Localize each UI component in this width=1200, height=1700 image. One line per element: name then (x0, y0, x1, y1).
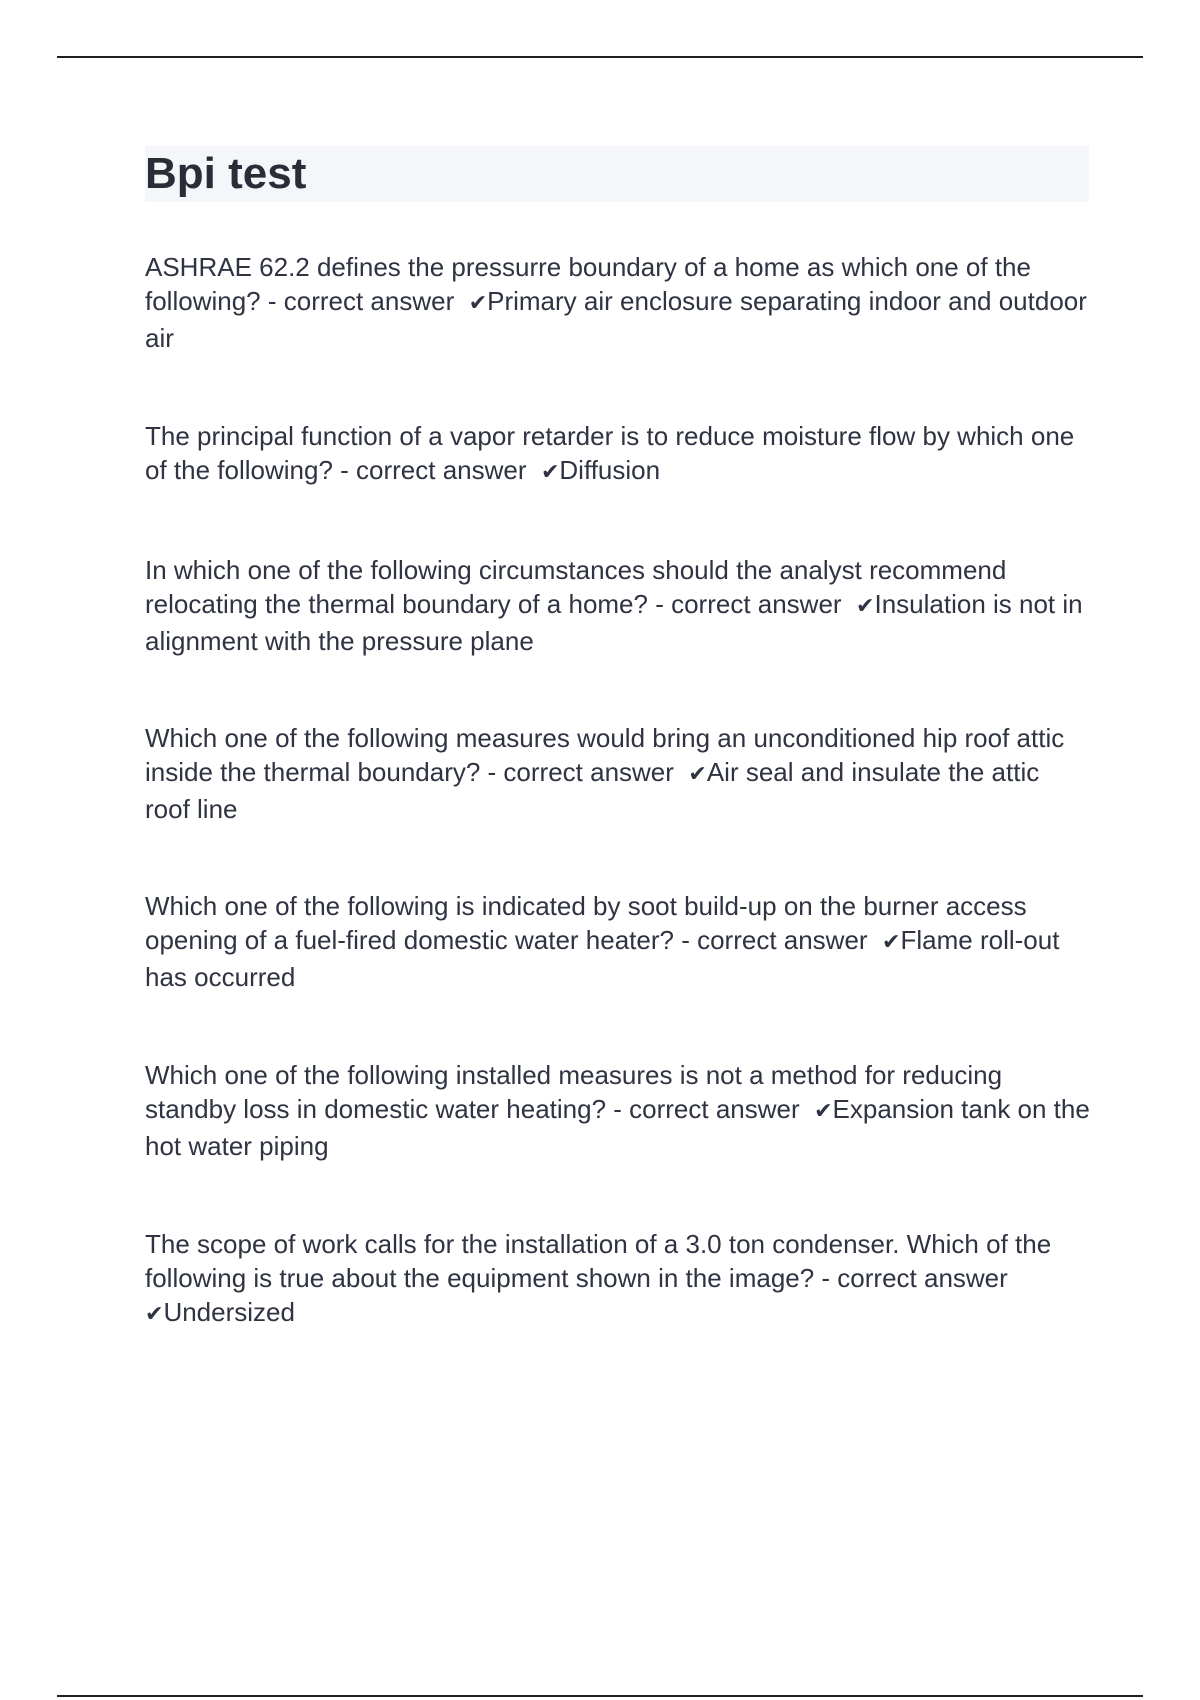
check-mark-icon: ✔ (540, 460, 560, 485)
check-mark-icon: ✔ (882, 930, 901, 955)
question-text: Which one of the following installed measures is not a method for reducing standby loss in domestic water heating? - correct answer (145, 1060, 1003, 1124)
check-mark-icon: ✔ (856, 594, 875, 619)
qa-item (145, 1058, 1090, 1163)
check-mark-icon: ✔ (688, 762, 707, 787)
top-rule (57, 56, 1143, 58)
qa-item (145, 889, 1090, 994)
bottom-rule (57, 1695, 1143, 1697)
answer-text: Primary air enclosure separating indoor and outdoor air (145, 286, 1087, 353)
answer-text: Air seal and insulate the attic roof line (145, 757, 1040, 824)
check-mark-icon: ✔ (814, 1099, 833, 1124)
answer-text: Undersized (163, 1297, 295, 1327)
question-text: Which one of the following is indicated by soot build-up on the burner access opening of a fuel-fired domestic water heater? - correct answer (145, 891, 1027, 955)
qa-item (145, 419, 1090, 490)
qa-item (145, 1227, 1090, 1332)
check-mark-icon: ✔ (145, 1302, 164, 1327)
qa-item (145, 553, 1090, 658)
answer-text: Flame roll-out has occurred (145, 925, 1060, 992)
check-mark-icon: ✔ (468, 291, 488, 316)
answer-text: Diffusion (559, 455, 661, 485)
answer-text: Expansion tank on the hot water piping (145, 1094, 1090, 1161)
question-text: The principal function of a vapor retarder is to reduce moisture flow by which one of the following? - correct answer (145, 421, 1075, 485)
qa-item (145, 250, 1090, 355)
document-title: Bpi test (145, 149, 307, 198)
answer-text: Insulation is not in alignment with the pressure plane (145, 589, 1083, 656)
question-text: Which one of the following measures would bring an unconditioned hip roof attic inside the thermal boundary? - correct answer (145, 723, 1065, 787)
question-text: ASHRAE 62.2 defines the pressurre boundary of a home as which one of the following? - correct answer (145, 252, 1031, 316)
qa-item (145, 721, 1090, 826)
question-text: In which one of the following circumstances should the analyst recommend relocating the thermal boundary of a home? - correct answer (145, 555, 1007, 619)
question-text: The scope of work calls for the installation of a 3.0 ton condenser. Which of the following is true about the equipment shown in the image? - correct answer (145, 1229, 1052, 1293)
